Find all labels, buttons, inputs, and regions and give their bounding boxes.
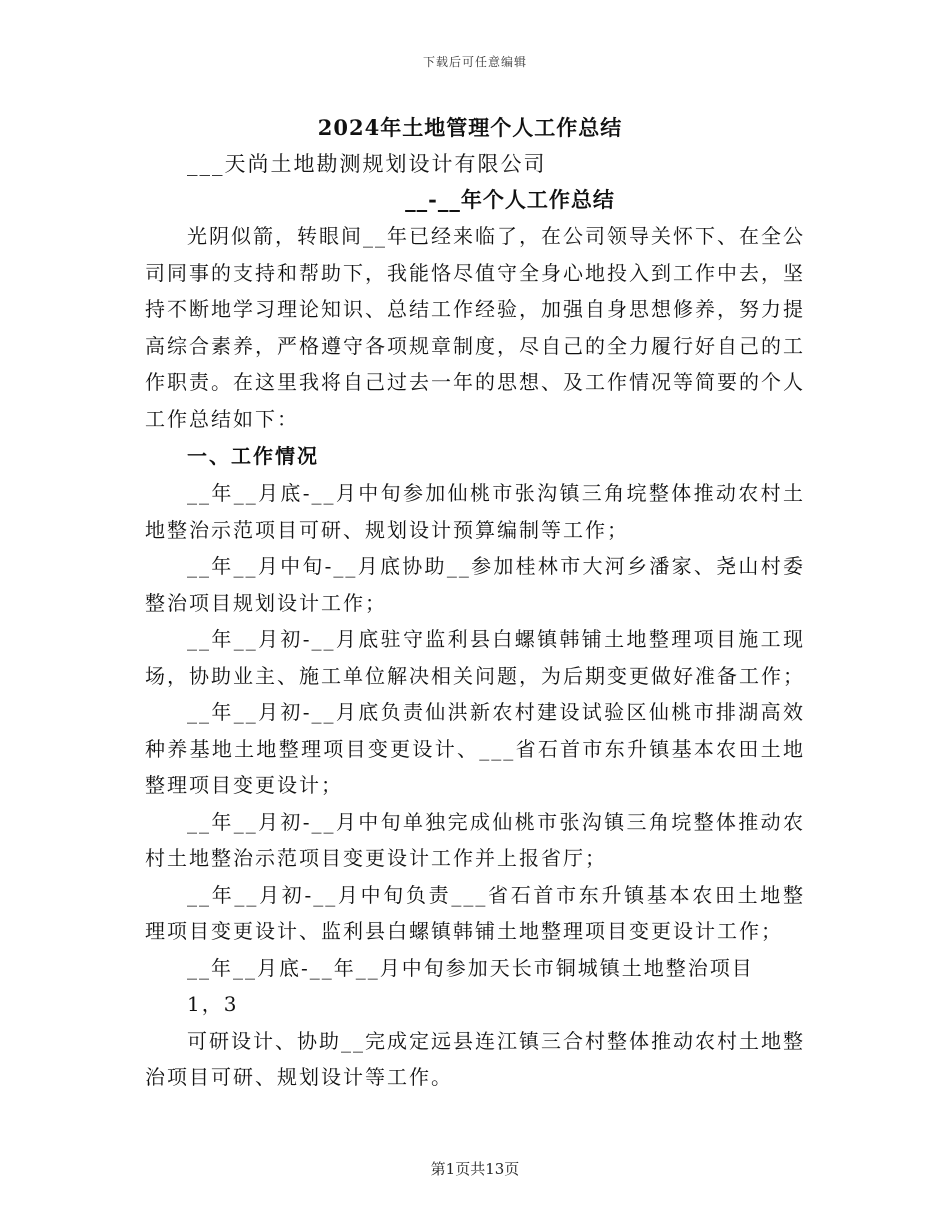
document-subtitle: __-__年个人工作总结 (405, 187, 615, 212)
intro-paragraph: 光阴似箭，转眼间__年已经来临了，在公司领导关怀下、在全公司同事的支持和帮助下，我能恪尽值守全身心地投入到工作中去，坚持不断地学习理论知识、总结工作经验，加强自身思想修养，努力提高综合素养，严格遵守各项规章制度，尽自己的全力履行好自己的工作职责。在这里我将自己过去一年的思想、及工作情况等简要的个人工作总结如下： (145, 224, 805, 431)
header-note: 下载后可任意编辑 (422, 55, 527, 69)
page-footer: 第1页共13页 (430, 1160, 520, 1178)
work-item: 1，3 (187, 992, 239, 1016)
work-item: 可研设计、协助__完成定远县连江镇三合村整体推动农村土地整治项目可研、规划设计等工作。 (145, 1028, 805, 1089)
section-heading: 一、工作情况 (187, 444, 319, 468)
work-item: __年__月底-__年__月中旬参加天长市铜城镇土地整治项目 (187, 955, 754, 980)
work-item: __年__月底-__月中旬参加仙桃市张沟镇三角垸整体推动农村土地整治示范项目可研、规划设计预算编制等工作； (145, 481, 805, 542)
work-item: __年__月初-__月中旬单独完成仙桃市张沟镇三角垸整体推动农村土地整治示范项目变更设计工作并上报省厅； (145, 809, 805, 870)
work-item: __年__月中旬-__月底协助__参加桂林市大河乡潘家、尧山村委整治项目规划设计工作； (145, 554, 805, 615)
work-item: __年__月初-__月中旬负责___省石首市东升镇基本农田土地整理项目变更设计、监利县白螺镇韩铺土地整理项目变更设计工作； (145, 882, 805, 943)
document-title: 2024年土地管理个人工作总结 (317, 115, 623, 140)
work-item: __年__月初-__月底驻守监利县白螺镇韩铺土地整理项目施工现场，协助业主、施工单位解决相关问题，为后期变更做好准备工作； (145, 627, 805, 688)
work-item: __年__月初-__月底负责仙洪新农村建设试验区仙桃市排湖高效种养基地土地整理项目变更设计、___省石首市东升镇基本农田土地整理项目变更设计； (145, 700, 805, 797)
document-page (145, 110, 805, 1096)
company-name: ___天尚土地勘测规划设计有限公司 (187, 152, 547, 176)
